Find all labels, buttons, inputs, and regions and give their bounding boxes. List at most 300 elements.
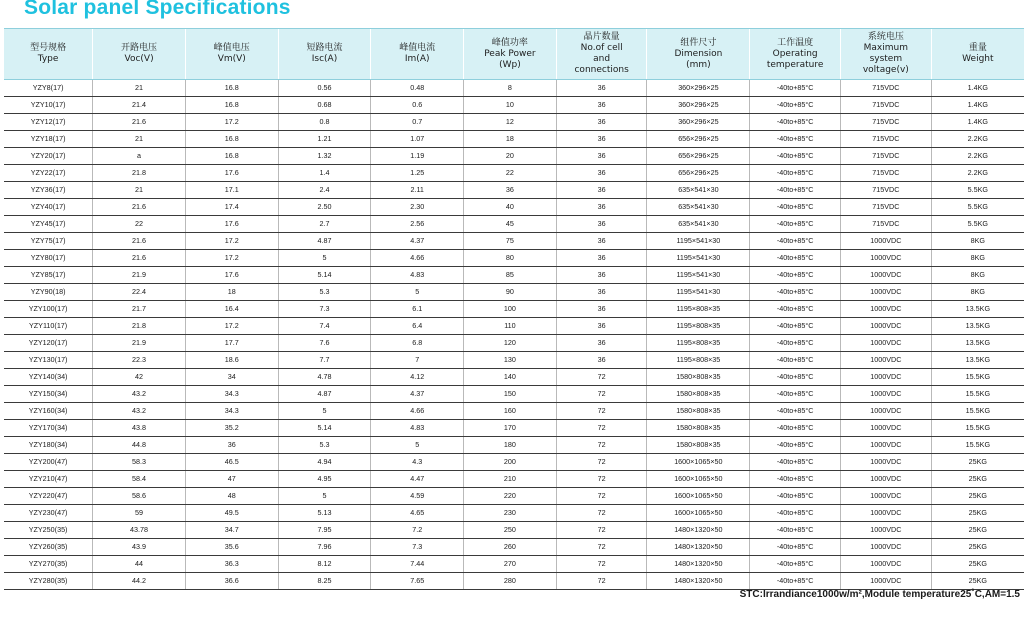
table-cell: -40to+85°C: [750, 556, 841, 573]
table-cell: 18: [464, 131, 557, 148]
table-cell: -40to+85°C: [750, 437, 841, 454]
table-cell: 7.6: [278, 335, 371, 352]
table-cell: 160: [464, 403, 557, 420]
table-cell: 13.5KG: [931, 352, 1024, 369]
table-cell: 1195×541×30: [647, 233, 750, 250]
table-cell: YZY90(18): [4, 284, 93, 301]
table-cell: 15.5KG: [931, 386, 1024, 403]
table-cell: 72: [556, 420, 647, 437]
table-cell: 200: [464, 454, 557, 471]
table-cell: 1195×808×35: [647, 335, 750, 352]
table-cell: YZY45(17): [4, 216, 93, 233]
column-header-line: Isc(A): [311, 54, 338, 64]
table-cell: 5: [278, 403, 371, 420]
table-cell: YZY75(17): [4, 233, 93, 250]
table-cell: 36: [556, 301, 647, 318]
table-cell: 4.94: [278, 454, 371, 471]
table-cell: YZY200(47): [4, 454, 93, 471]
table-cell: 4.78: [278, 369, 371, 386]
table-cell: 2.56: [371, 216, 464, 233]
column-header-line: Dimension: [674, 48, 723, 59]
table-cell: 6.4: [371, 318, 464, 335]
table-cell: 1000VDC: [840, 369, 931, 386]
table-cell: 36: [556, 80, 647, 97]
table-cell: -40to+85°C: [750, 216, 841, 233]
table-cell: YZY20(17): [4, 148, 93, 165]
table-row: [4, 352, 1024, 369]
table-cell: YZY80(17): [4, 250, 93, 267]
column-header-line: 开路电压: [121, 43, 158, 53]
column-header-line: 系统电压: [867, 32, 904, 42]
table-cell: 1.4KG: [931, 114, 1024, 131]
table-cell: 4.3: [371, 454, 464, 471]
column-header: [4, 29, 93, 80]
table-cell: 17.2: [185, 233, 278, 250]
column-header-line: Im(A): [404, 54, 430, 64]
table-cell: 1480×1320×50: [647, 522, 750, 539]
column-header-line: Peak Power: [484, 48, 536, 59]
table-cell: 72: [556, 522, 647, 539]
table-row: [4, 301, 1024, 318]
table-cell: YZY140(34): [4, 369, 93, 386]
column-header-line: No.of cell: [580, 43, 623, 53]
table-cell: 16.4: [185, 301, 278, 318]
table-cell: -40to+85°C: [750, 386, 841, 403]
table-cell: 5.14: [278, 420, 371, 437]
table-cell: 1580×808×35: [647, 420, 750, 437]
column-header-line: 重量: [968, 43, 987, 53]
table-cell: 75: [464, 233, 557, 250]
table-cell: YZY280(35): [4, 573, 93, 590]
table-cell: 44.2: [93, 573, 186, 590]
table-cell: 36: [556, 131, 647, 148]
table-cell: 25KG: [931, 539, 1024, 556]
table-cell: YZY22(17): [4, 165, 93, 182]
table-cell: 34: [185, 369, 278, 386]
table-row: [4, 131, 1024, 148]
column-header-line: system: [869, 54, 903, 64]
table-cell: 1.07: [371, 131, 464, 148]
table-row: [4, 318, 1024, 335]
column-header: [371, 29, 464, 80]
column-header-line: connections: [574, 65, 629, 75]
table-cell: 4.87: [278, 233, 371, 250]
table-cell: 85: [464, 267, 557, 284]
table-cell: -40to+85°C: [750, 250, 841, 267]
table-cell: -40to+85°C: [750, 573, 841, 590]
table-cell: 4.66: [371, 403, 464, 420]
table-cell: 715VDC: [840, 182, 931, 199]
table-cell: 1480×1320×50: [647, 556, 750, 573]
table-cell: 58.4: [93, 471, 186, 488]
table-cell: YZY120(17): [4, 335, 93, 352]
table-cell: 4.65: [371, 505, 464, 522]
column-header-line: 组件尺寸: [680, 37, 717, 48]
table-cell: 7.4: [278, 318, 371, 335]
table-cell: 1195×808×35: [647, 318, 750, 335]
table-cell: 48: [185, 488, 278, 505]
table-cell: 1000VDC: [840, 522, 931, 539]
table-cell: -40to+85°C: [750, 369, 841, 386]
table-cell: 10: [464, 97, 557, 114]
table-cell: 4.59: [371, 488, 464, 505]
table-cell: 15.5KG: [931, 437, 1024, 454]
table-cell: 0.56: [278, 80, 371, 97]
table-cell: 44: [93, 556, 186, 573]
table-cell: -40to+85°C: [750, 267, 841, 284]
table-row: [4, 488, 1024, 505]
table-cell: 8KG: [931, 233, 1024, 250]
table-cell: -40to+85°C: [750, 420, 841, 437]
table-cell: 715VDC: [840, 148, 931, 165]
table-cell: 5: [278, 488, 371, 505]
table-cell: -40to+85°C: [750, 522, 841, 539]
table-cell: -40to+85°C: [750, 301, 841, 318]
table-cell: 36: [556, 335, 647, 352]
table-cell: 90: [464, 284, 557, 301]
table-cell: YZY36(17): [4, 182, 93, 199]
table-cell: 35.6: [185, 539, 278, 556]
table-cell: -40to+85°C: [750, 148, 841, 165]
table-cell: 4.83: [371, 267, 464, 284]
table-cell: 8: [464, 80, 557, 97]
table-cell: 1000VDC: [840, 420, 931, 437]
table-cell: 36.3: [185, 556, 278, 573]
table-cell: 1580×808×35: [647, 403, 750, 420]
table-cell: -40to+85°C: [750, 182, 841, 199]
table-cell: 43.9: [93, 539, 186, 556]
table-cell: YZY250(35): [4, 522, 93, 539]
table-cell: 2.4: [278, 182, 371, 199]
table-cell: 1000VDC: [840, 471, 931, 488]
table-cell: 17.1: [185, 182, 278, 199]
table-cell: 1.25: [371, 165, 464, 182]
table-row: [4, 284, 1024, 301]
table-cell: 17.7: [185, 335, 278, 352]
table-cell: 36: [556, 148, 647, 165]
table-cell: -40to+85°C: [750, 352, 841, 369]
table-cell: 21: [93, 80, 186, 97]
table-cell: 110: [464, 318, 557, 335]
table-cell: 59: [93, 505, 186, 522]
table-cell: 2.30: [371, 199, 464, 216]
table-cell: 36: [556, 318, 647, 335]
table-cell: 635×541×30: [647, 182, 750, 199]
table-cell: 72: [556, 369, 647, 386]
specifications-table: [4, 28, 1024, 590]
table-header-row: [4, 29, 1024, 80]
table-cell: 1000VDC: [840, 335, 931, 352]
table-cell: 220: [464, 488, 557, 505]
table-cell: 7: [371, 352, 464, 369]
table-cell: 1600×1065×50: [647, 454, 750, 471]
column-header-line: (Wp): [499, 59, 521, 70]
table-cell: 72: [556, 471, 647, 488]
table-cell: a: [93, 148, 186, 165]
table-cell: YZY210(47): [4, 471, 93, 488]
column-header-line: 晶片数量: [583, 32, 620, 42]
table-cell: 36: [556, 250, 647, 267]
table-cell: 21.9: [93, 335, 186, 352]
table-cell: -40to+85°C: [750, 488, 841, 505]
table-cell: 22.4: [93, 284, 186, 301]
table-cell: YZY260(35): [4, 539, 93, 556]
column-header-line: Weight: [962, 54, 994, 64]
table-cell: 72: [556, 403, 647, 420]
table-cell: 34.3: [185, 403, 278, 420]
table-cell: 25KG: [931, 488, 1024, 505]
table-cell: 25KG: [931, 522, 1024, 539]
table-cell: YZY230(47): [4, 505, 93, 522]
table-cell: 21.6: [93, 250, 186, 267]
table-cell: 130: [464, 352, 557, 369]
table-cell: 36: [556, 267, 647, 284]
table-cell: 22: [93, 216, 186, 233]
table-cell: 0.8: [278, 114, 371, 131]
column-header: [185, 29, 278, 80]
table-cell: 1600×1065×50: [647, 505, 750, 522]
table-cell: 40: [464, 199, 557, 216]
table-row: [4, 386, 1024, 403]
table-cell: 7.65: [371, 573, 464, 590]
table-cell: 1195×541×30: [647, 267, 750, 284]
column-header-line: voltage(v): [862, 65, 909, 75]
table-cell: 1580×808×35: [647, 437, 750, 454]
table-cell: -40to+85°C: [750, 284, 841, 301]
table-cell: 7.3: [371, 539, 464, 556]
table-cell: YZY270(35): [4, 556, 93, 573]
table-cell: 715VDC: [840, 131, 931, 148]
table-cell: 43.2: [93, 403, 186, 420]
table-cell: 16.8: [185, 148, 278, 165]
table-cell: 4.37: [371, 233, 464, 250]
table-cell: 36: [556, 233, 647, 250]
table-cell: 5.14: [278, 267, 371, 284]
table-cell: YZY100(17): [4, 301, 93, 318]
table-cell: YZY220(47): [4, 488, 93, 505]
table-row: [4, 267, 1024, 284]
column-header-line: Maximum: [863, 43, 909, 53]
column-header-line: Operating: [772, 48, 818, 59]
table-cell: 80: [464, 250, 557, 267]
table-cell: 1000VDC: [840, 233, 931, 250]
table-cell: 21.8: [93, 165, 186, 182]
table-cell: 1000VDC: [840, 267, 931, 284]
table-row: [4, 573, 1024, 590]
table-cell: 25KG: [931, 573, 1024, 590]
table-cell: -40to+85°C: [750, 80, 841, 97]
column-header-line: (mm): [686, 59, 711, 70]
table-row: [4, 403, 1024, 420]
column-header: [647, 29, 750, 80]
table-cell: 21: [93, 131, 186, 148]
table-cell: 16.8: [185, 131, 278, 148]
table-cell: 1.21: [278, 131, 371, 148]
table-cell: 42: [93, 369, 186, 386]
table-row: [4, 522, 1024, 539]
table-cell: -40to+85°C: [750, 471, 841, 488]
table-cell: 72: [556, 488, 647, 505]
table-cell: 36: [556, 284, 647, 301]
table-cell: 170: [464, 420, 557, 437]
table-cell: 4.95: [278, 471, 371, 488]
table-cell: 72: [556, 556, 647, 573]
table-cell: YZY110(17): [4, 318, 93, 335]
table-row: [4, 182, 1024, 199]
table-row: [4, 335, 1024, 352]
column-header-line: temperature: [766, 59, 824, 70]
table-cell: 260: [464, 539, 557, 556]
table-cell: YZY160(34): [4, 403, 93, 420]
table-cell: 4.37: [371, 386, 464, 403]
table-cell: 1000VDC: [840, 556, 931, 573]
table-cell: 43.8: [93, 420, 186, 437]
table-row: [4, 539, 1024, 556]
table-row: [4, 250, 1024, 267]
table-cell: 17.2: [185, 250, 278, 267]
column-header: [93, 29, 186, 80]
table-cell: 1480×1320×50: [647, 539, 750, 556]
table-cell: 4.66: [371, 250, 464, 267]
table-cell: 22.3: [93, 352, 186, 369]
table-row: [4, 114, 1024, 131]
table-cell: 1600×1065×50: [647, 471, 750, 488]
table-cell: 360×296×25: [647, 80, 750, 97]
table-row: [4, 97, 1024, 114]
column-header-line: 峰值电压: [213, 43, 250, 53]
table-cell: 210: [464, 471, 557, 488]
table-cell: 656×296×25: [647, 165, 750, 182]
column-header-line: 短路电流: [306, 43, 343, 53]
table-cell: 21.6: [93, 199, 186, 216]
table-cell: 5: [371, 437, 464, 454]
table-cell: 49.5: [185, 505, 278, 522]
table-cell: 21: [93, 182, 186, 199]
table-row: [4, 556, 1024, 573]
table-cell: 36: [185, 437, 278, 454]
table-cell: 6.1: [371, 301, 464, 318]
table-cell: 1.19: [371, 148, 464, 165]
stc-footnote: STC:Irrandiance1000w/m²,Module temperature25˚C,AM=1.5: [739, 589, 1020, 600]
table-cell: 1195×808×35: [647, 352, 750, 369]
table-cell: -40to+85°C: [750, 233, 841, 250]
table-cell: 7.96: [278, 539, 371, 556]
table-cell: 140: [464, 369, 557, 386]
table-cell: 120: [464, 335, 557, 352]
table-cell: 1000VDC: [840, 454, 931, 471]
table-cell: 36: [556, 216, 647, 233]
column-header: [840, 29, 931, 80]
table-row: [4, 233, 1024, 250]
table-cell: 25KG: [931, 471, 1024, 488]
table-cell: 1000VDC: [840, 539, 931, 556]
table-cell: 2.50: [278, 199, 371, 216]
table-cell: 21.6: [93, 114, 186, 131]
table-cell: 230: [464, 505, 557, 522]
table-cell: 635×541×30: [647, 199, 750, 216]
table-cell: -40to+85°C: [750, 131, 841, 148]
table-cell: -40to+85°C: [750, 335, 841, 352]
table-cell: 18.6: [185, 352, 278, 369]
table-cell: 6.8: [371, 335, 464, 352]
table-cell: YZY8(17): [4, 80, 93, 97]
table-cell: 36: [556, 352, 647, 369]
table-cell: 715VDC: [840, 80, 931, 97]
table-cell: 2.7: [278, 216, 371, 233]
table-cell: 72: [556, 573, 647, 590]
table-cell: 656×296×25: [647, 131, 750, 148]
table-cell: 17.2: [185, 114, 278, 131]
table-row: [4, 505, 1024, 522]
table-cell: 270: [464, 556, 557, 573]
table-cell: YZY10(17): [4, 97, 93, 114]
table-cell: 360×296×25: [647, 114, 750, 131]
table-cell: 43.78: [93, 522, 186, 539]
table-cell: 150: [464, 386, 557, 403]
table-cell: 1000VDC: [840, 301, 931, 318]
table-cell: 36.6: [185, 573, 278, 590]
table-cell: 72: [556, 505, 647, 522]
table-cell: 46.5: [185, 454, 278, 471]
table-cell: 22: [464, 165, 557, 182]
table-cell: 100: [464, 301, 557, 318]
table-cell: 180: [464, 437, 557, 454]
table-cell: 8KG: [931, 284, 1024, 301]
table-cell: 1.32: [278, 148, 371, 165]
table-cell: 20: [464, 148, 557, 165]
table-cell: 0.6: [371, 97, 464, 114]
table-cell: 7.95: [278, 522, 371, 539]
table-cell: YZY170(34): [4, 420, 93, 437]
column-header-line: 工作温度: [777, 37, 814, 48]
table-cell: 360×296×25: [647, 97, 750, 114]
table-cell: 7.3: [278, 301, 371, 318]
table-cell: 8.12: [278, 556, 371, 573]
table-cell: -40to+85°C: [750, 199, 841, 216]
table-cell: 21.6: [93, 233, 186, 250]
table-cell: 44.8: [93, 437, 186, 454]
table-cell: 18: [185, 284, 278, 301]
table-cell: YZY180(34): [4, 437, 93, 454]
table-cell: 2.2KG: [931, 131, 1024, 148]
column-header: [556, 29, 647, 80]
table-cell: 16.8: [185, 97, 278, 114]
table-cell: 1000VDC: [840, 505, 931, 522]
table-cell: 1195×808×35: [647, 301, 750, 318]
table-cell: 5.13: [278, 505, 371, 522]
table-cell: 7.44: [371, 556, 464, 573]
table-cell: 1000VDC: [840, 250, 931, 267]
table-cell: 4.47: [371, 471, 464, 488]
table-cell: 1000VDC: [840, 488, 931, 505]
column-header-line: 峰值功率: [491, 37, 528, 48]
table-row: [4, 437, 1024, 454]
table-cell: 0.7: [371, 114, 464, 131]
table-row: [4, 369, 1024, 386]
column-header-line: Voc(V): [124, 54, 154, 64]
table-cell: 34.3: [185, 386, 278, 403]
table-cell: 715VDC: [840, 199, 931, 216]
table-cell: 1000VDC: [840, 284, 931, 301]
table-cell: 715VDC: [840, 165, 931, 182]
table-cell: 2.11: [371, 182, 464, 199]
table-cell: 21.8: [93, 318, 186, 335]
table-cell: 15.5KG: [931, 403, 1024, 420]
table-cell: 1195×541×30: [647, 284, 750, 301]
table-cell: 1600×1065×50: [647, 488, 750, 505]
table-cell: 34.7: [185, 522, 278, 539]
table-cell: 715VDC: [840, 114, 931, 131]
